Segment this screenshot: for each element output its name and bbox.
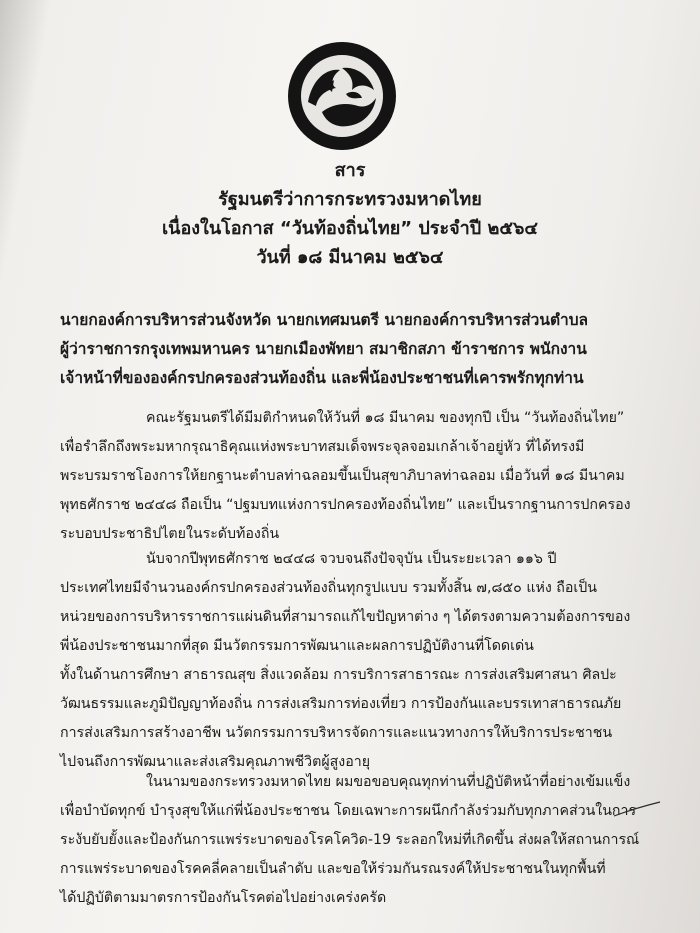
paragraph-line: วัฒนธรรมและภูมิปัญญาท้องถิ่น การส่งเสริมการท่องเที่ยว การป้องกันและบรรเทาสาธารณภัย xyxy=(60,696,622,712)
paragraph-line: พระบรมราชโองการให้ยกฐานะตำบลท่าฉลอมขึ้นเป็นสุขาภิบาลท่าฉลอม เมื่อวันที่ ๑๘ มีนาคม xyxy=(60,468,625,484)
paragraph-line: เพื่อบำบัดทุกข์ บำรุงสุขให้แก่พี่น้องประชาชน โดยเฉพาะการผนึกกำลังร่วมกับทุกภาคส่วนในการ xyxy=(60,803,637,819)
pen-stroke-mark xyxy=(612,800,662,818)
paragraph-line: ได้ปฏิบัติตามมาตรการป้องกันโรคต่อไปอย่างเคร่งครัด xyxy=(60,890,387,906)
paragraph-2 xyxy=(60,545,660,777)
paragraph-line: คณะรัฐมนตรีได้มีมติกำหนดให้วันที่ ๑๘ มีนาคม ของทุกปี เป็น “วันท้องถิ่นไทย” xyxy=(146,410,625,426)
paragraph-line: พุทธศักราช ๒๔๔๘ ถือเป็น “ปฐมบทแห่งการปกครองท้องถิ่นไทย” และเป็นรากฐานการปกครอง xyxy=(60,497,631,513)
addressee-line: เจ้าหน้าที่ขององค์กรปกครองส่วนท้องถิ่น และพี่น้องประชาชนที่เคารพรักทุกท่าน xyxy=(60,369,584,387)
paragraph-line: ในนามของกระทรวงมหาดไทย ผมขอขอบคุณทุกท่านที่ปฏิบัติหน้าที่อย่างเข้มแข็ง xyxy=(146,774,631,790)
paragraph-1 xyxy=(60,404,660,549)
paragraph-line: การส่งเสริมการสร้างอาชีพ นวัตกรรมการบริหารจัดการและแนวทางการให้บริการประชาชน xyxy=(60,725,613,741)
paragraph-line: ระงับยับยั้งและป้องกันการแพร่ระบาดของโรคโควิด-19 ระลอกใหม่ที่เกิดขึ้น ส่งผลให้สถานการณ์ xyxy=(60,832,640,848)
paragraph-line: ประเทศไทยมีจำนวนองค์กรปกครองส่วนท้องถิ่นทุกรูปแบบ รวมทั้งสิ้น ๗,๘๕๐ แห่ง ถือเป็น xyxy=(60,580,597,596)
paragraph-line: ไปจนถึงการพัฒนาและส่งเสริมคุณภาพชีวิตผู้สูงอายุ xyxy=(60,754,371,770)
addressee-line: นายกองค์การบริหารส่วนจังหวัด นายกเทศมนตรี นายกองค์การบริหารส่วนตำบล xyxy=(60,311,589,329)
paragraph-3 xyxy=(60,768,660,913)
title-occasion: เนื่องในโอกาส “วันท้องถิ่นไทย” ประจำปี ๒๕๖๔ xyxy=(161,218,538,239)
addressee-line: ผู้ว่าราชการกรุงเทพมหานคร นายกเมืองพัทยา สมาชิกสภา ข้าราชการ พนักงาน xyxy=(60,340,587,358)
title-message: สาร xyxy=(334,160,366,181)
title-minister: รัฐมนตรีว่าการกระทรวงมหาดไทย xyxy=(218,189,482,210)
ministry-seal-icon xyxy=(286,40,398,152)
title-date: วันที่ ๑๘ มีนาคม ๒๕๖๔ xyxy=(256,247,444,268)
paragraph-line: เพื่อรำลึกถึงพระมหากรุณาธิคุณแห่งพระบาทสมเด็จพระจุลจอมเกล้าเจ้าอยู่หัว ที่ได้ทรงมี xyxy=(60,439,585,455)
paragraph-line: พี่น้องประชาชนมากที่สุด มีนวัตกรรมการพัฒนาและผลการปฏิบัติงานที่โดดเด่น xyxy=(60,638,534,654)
paragraph-line: หน่วยของการบริหารราชการแผ่นดินที่สามารถแก้ไขปัญหาต่าง ๆ ได้ตรงตามความต้องการของ xyxy=(60,609,631,625)
paragraph-line: ทั้งในด้านการศึกษา สาธารณสุข สิ่งแวดล้อม การบริการสาธารณะ การส่งเสริมศาสนา ศิลปะ xyxy=(60,667,617,683)
paragraph-line: การแพร่ระบาดของโรคคลี่คลายเป็นลำดับ และขอให้ร่วมกันรณรงค์ให้ประชาชนในทุกพื้นที่ xyxy=(60,861,606,877)
paragraph-line: นับจากปีพุทธศักราช ๒๔๔๘ จวบจนถึงปัจจุบัน เป็นระยะเวลา ๑๑๖ ปี xyxy=(146,551,557,567)
paragraph-line: ระบอบประชาธิปไตยในระดับท้องถิ่น xyxy=(60,526,280,542)
addressee-block xyxy=(60,306,660,393)
letter-titles xyxy=(60,156,640,272)
